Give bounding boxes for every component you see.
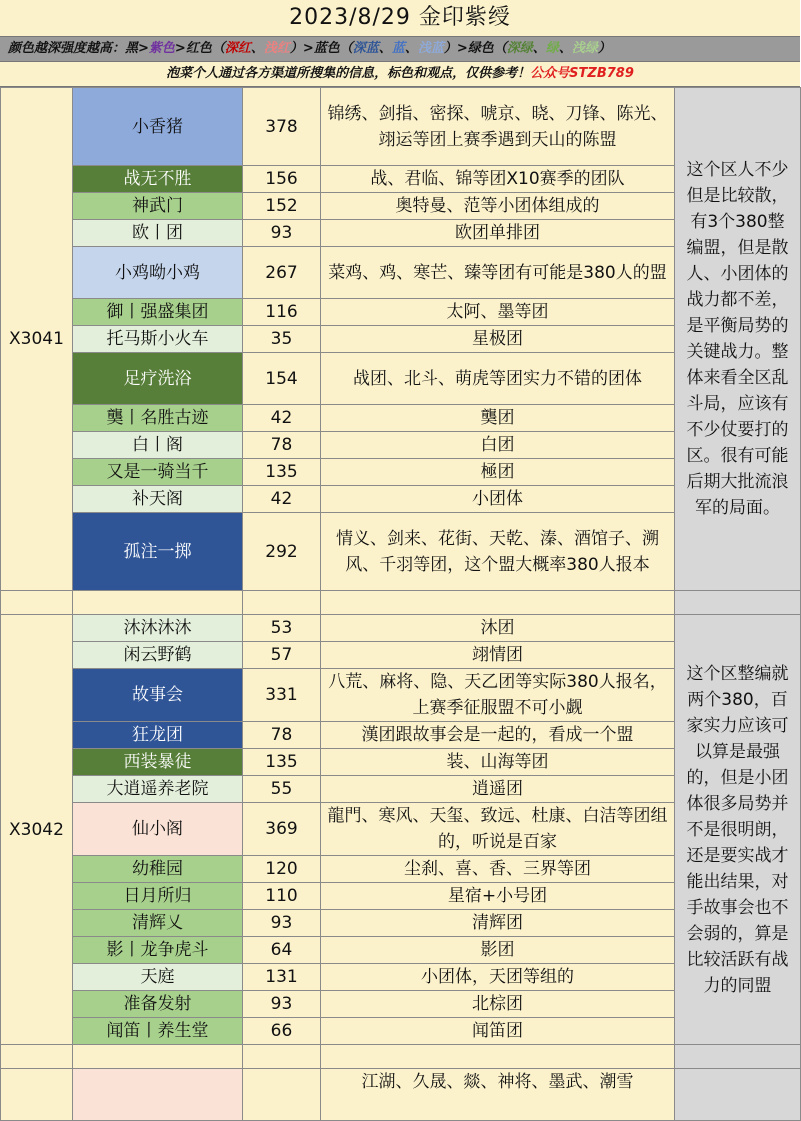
legend-green: 绿	[545, 41, 559, 56]
spacer-cell	[321, 1045, 675, 1069]
alliance-name: 影丨龙争虎斗	[73, 937, 243, 964]
alliance-desc: 菜鸡、鸡、寒芒、臻等团有可能是380人的盟	[321, 247, 675, 299]
spacer-cell	[73, 591, 243, 615]
member-count: 152	[243, 193, 321, 220]
alliance-name: 西装暴徒	[73, 749, 243, 776]
table-row	[1, 1069, 801, 1121]
alliance-desc: 八荒、麻将、隐、天乙团等实际380人报名，上赛季征服盟不可小觑	[321, 669, 675, 722]
server-comment	[675, 1069, 801, 1121]
member-count: 267	[243, 247, 321, 299]
member-count: 78	[243, 432, 321, 459]
alliance-name: 闻笛丨养生堂	[73, 1018, 243, 1045]
alliance-name: 龑丨名胜古迹	[73, 405, 243, 432]
alliance-desc: 漢团跟故事会是一起的，看成一个盟	[321, 722, 675, 749]
alliance-name: 足疗洗浴	[73, 353, 243, 405]
alliance-desc: 星宿+小号团	[321, 883, 675, 910]
member-count: 135	[243, 459, 321, 486]
legend-light-red: 浅红	[263, 41, 290, 56]
member-count: 93	[243, 220, 321, 247]
legend-purple: 紫色	[148, 41, 175, 56]
member-count: 66	[243, 1018, 321, 1045]
server-id: X3041	[1, 88, 73, 591]
alliance-desc: 战团、北斗、萌虎等团实力不错的团体	[321, 353, 675, 405]
server-comment: 这个区整编就两个380，百家实力应该可以算是最强的，但是小团体很多局势并不是很明朗，还是要实战才能出结果，对手故事会也不会弱的，算是比较活跃有战力的同盟	[675, 615, 801, 1045]
server-id: X3042	[1, 615, 73, 1045]
legend-sep: 、	[558, 41, 572, 56]
spacer-cell	[1, 591, 73, 615]
member-count: 53	[243, 615, 321, 642]
alliance-name: 战无不胜	[73, 166, 243, 193]
alliance-name: 清辉乂	[73, 910, 243, 937]
alliance-desc: 战、君临、锦等团X10赛季的团队	[321, 166, 675, 193]
alliance-desc: 北棕团	[321, 991, 675, 1018]
alliance-name: 大逍遥养老院	[73, 776, 243, 803]
member-count: 120	[243, 856, 321, 883]
spacer-row	[1, 1045, 801, 1069]
alliance-desc: 锦绣、剑指、密探、唬京、晓、刀锋、陈光、翊运等团上赛季遇到天山的陈盟	[321, 88, 675, 166]
spacer-cell	[243, 1045, 321, 1069]
member-count: 154	[243, 353, 321, 405]
alliance-name: 日月所归	[73, 883, 243, 910]
legend-sep: 、	[404, 41, 418, 56]
alliance-desc: 奥特曼、范等小团体组成的	[321, 193, 675, 220]
legend-dark-blue: 深蓝	[352, 41, 379, 56]
alliance-desc: 沐团	[321, 615, 675, 642]
member-count: 93	[243, 910, 321, 937]
alliance-desc: 龍門、寒风、天玺、致远、杜康、白洁等团组的，听说是百家	[321, 803, 675, 856]
page-title: 2023/8/29 金印紫绶	[0, 0, 800, 37]
alliance-desc: 極团	[321, 459, 675, 486]
alliance-name: 闲云野鹤	[73, 642, 243, 669]
spacer-row	[1, 591, 801, 615]
spacer-cell	[675, 1045, 801, 1069]
alliance-name: 神武门	[73, 193, 243, 220]
legend-prefix: 颜色越深强度越高：黑>	[8, 41, 149, 56]
alliance-name: 沐沐沐沐	[73, 615, 243, 642]
alliance-desc: 小团体，天团等组的	[321, 964, 675, 991]
member-count: 78	[243, 722, 321, 749]
alliance-name: 欧丨团	[73, 220, 243, 247]
alliance-desc: 江湖、久晟、燚、神将、墨武、潮雪	[321, 1069, 675, 1121]
legend-text: ）>绿色（	[443, 41, 507, 56]
member-count: 93	[243, 991, 321, 1018]
alliance-name: 故事会	[73, 669, 243, 722]
alliance-name: 天庭	[73, 964, 243, 991]
disclaimer-text: 泡菜个人通过各方渠道所搜集的信息，标色和观点，仅供参考！	[166, 66, 531, 81]
spacer-cell	[243, 591, 321, 615]
alliance-desc: 太阿、墨等团	[321, 299, 675, 326]
alliance-desc: 情义、剑来、花街、天乾、溱、酒馆子、溯风、千羽等团，这个盟大概率380人报本	[321, 513, 675, 591]
member-count: 42	[243, 405, 321, 432]
legend-light-green: 浅绿	[571, 41, 598, 56]
alliance-name: 小鸡呦小鸡	[73, 247, 243, 299]
table-row	[1, 88, 801, 166]
member-count: 292	[243, 513, 321, 591]
alliance-name: 小香猪	[73, 88, 243, 166]
legend-sep: 、	[250, 41, 264, 56]
legend-dark-green: 深绿	[506, 41, 533, 56]
legend-text: ）	[597, 41, 611, 56]
member-count	[243, 1069, 321, 1121]
alliance-name: 孤注一掷	[73, 513, 243, 591]
spacer-cell	[321, 591, 675, 615]
alliance-desc: 星极团	[321, 326, 675, 353]
alliance-table	[0, 87, 801, 1121]
member-count: 64	[243, 937, 321, 964]
member-count: 369	[243, 803, 321, 856]
legend-light-blue: 浅蓝	[417, 41, 444, 56]
alliance-name: 补天阁	[73, 486, 243, 513]
member-count: 116	[243, 299, 321, 326]
alliance-name: 白丨阁	[73, 432, 243, 459]
alliance-desc: 小团体	[321, 486, 675, 513]
member-count: 42	[243, 486, 321, 513]
alliance-name: 狂龙团	[73, 722, 243, 749]
legend-dark-red: 深红	[224, 41, 251, 56]
alliance-name: 御丨强盛集团	[73, 299, 243, 326]
member-count: 55	[243, 776, 321, 803]
member-count: 131	[243, 964, 321, 991]
spacer-cell	[73, 1045, 243, 1069]
alliance-desc: 翊情团	[321, 642, 675, 669]
alliance-desc: 逍遥团	[321, 776, 675, 803]
alliance-desc: 影团	[321, 937, 675, 964]
legend-sep: 、	[378, 41, 392, 56]
member-count: 135	[243, 749, 321, 776]
alliance-desc: 龑团	[321, 405, 675, 432]
member-count: 57	[243, 642, 321, 669]
spacer-cell	[1, 1045, 73, 1069]
alliance-desc: 欧团单排团	[321, 220, 675, 247]
member-count: 378	[243, 88, 321, 166]
server-id	[1, 1069, 73, 1121]
server-comment: 这个区人不少但是比较散，有3个380整编盟，但是散人、小团体的战力都不差，是平衡局势的关键战力。整体来看全区乱斗局，应该有不少仗要打的区。很有可能后期大批流浪军的局面。	[675, 88, 801, 591]
account-name: 公众号STZB789	[530, 66, 634, 81]
alliance-name	[73, 1069, 243, 1121]
alliance-desc: 尘刹、喜、香、三界等团	[321, 856, 675, 883]
legend-text: ）>蓝色（	[289, 41, 353, 56]
alliance-name: 托马斯小火车	[73, 326, 243, 353]
alliance-desc: 白团	[321, 432, 675, 459]
legend-blue: 蓝	[391, 41, 405, 56]
disclaimer-note	[0, 62, 800, 87]
member-count: 35	[243, 326, 321, 353]
legend-text: >红色（	[174, 41, 225, 56]
alliance-name: 仙小阁	[73, 803, 243, 856]
member-count: 331	[243, 669, 321, 722]
alliance-name: 准备发射	[73, 991, 243, 1018]
alliance-desc: 闻笛团	[321, 1018, 675, 1045]
alliance-desc: 清辉团	[321, 910, 675, 937]
table-row	[1, 615, 801, 642]
spacer-cell	[675, 591, 801, 615]
legend-sep: 、	[532, 41, 546, 56]
member-count: 156	[243, 166, 321, 193]
alliance-name: 幼稚园	[73, 856, 243, 883]
alliance-desc: 装、山海等团	[321, 749, 675, 776]
alliance-name: 又是一骑当千	[73, 459, 243, 486]
color-legend	[0, 37, 800, 62]
member-count: 110	[243, 883, 321, 910]
